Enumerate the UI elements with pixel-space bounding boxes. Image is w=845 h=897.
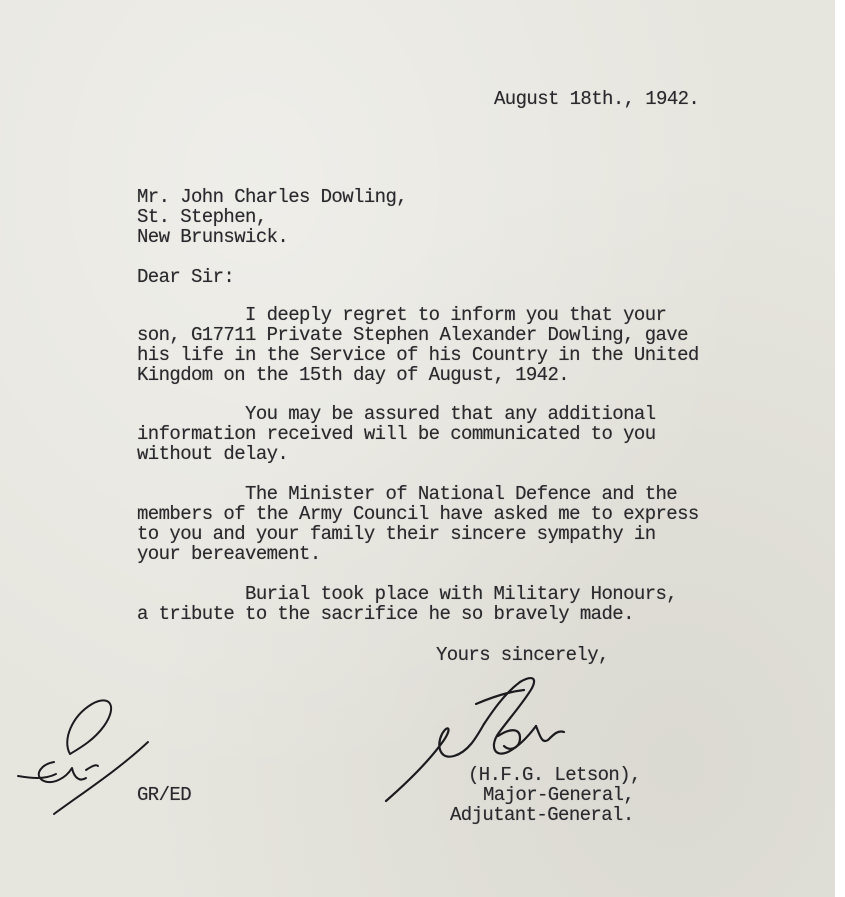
- paragraph-line: Burial took place with Military Honours,: [137, 583, 678, 605]
- recipient-name: Mr. John Charles Dowling,: [137, 186, 408, 208]
- paragraph-1: [137, 305, 699, 385]
- paragraph-line: Kingdom on the 15th day of August, 1942.: [137, 364, 570, 386]
- reference-code: GR/ED: [137, 784, 192, 806]
- paragraph-line: The Minister of National Defence and the: [137, 483, 678, 505]
- scan-border: [835, 0, 845, 897]
- letter-date: August 18th., 1942.: [494, 88, 700, 110]
- paragraph-line: son, G17711 Private Stephen Alexander Dowling, gave: [137, 324, 688, 346]
- paragraph-2: [137, 404, 656, 464]
- initials-mark: [14, 692, 154, 818]
- paragraph-3: [137, 484, 699, 564]
- paragraph-line: a tribute to the sacrifice he so bravely made.: [137, 603, 634, 625]
- paragraph-line: I deeply regret to inform you that your: [137, 304, 667, 326]
- recipient-province: New Brunswick.: [137, 226, 289, 248]
- paragraph-line: his life in the Service of his Country in the United: [137, 344, 699, 366]
- recipient-town: St. Stephen,: [137, 206, 267, 228]
- signatory-block: [468, 765, 641, 785]
- signatory-name: (H.F.G. Letson),: [468, 764, 641, 786]
- paragraph-4: [137, 584, 677, 624]
- recipient-address: [137, 187, 407, 247]
- paragraph-line: to you and your family their sincere sympathy in: [137, 523, 656, 545]
- signatory-rank: Major-General,: [483, 784, 635, 806]
- paragraph-line: your bereavement.: [137, 543, 321, 565]
- salutation: Dear Sir:: [137, 266, 235, 288]
- closing: Yours sincerely,: [436, 644, 609, 666]
- paragraph-line: members of the Army Council have asked me to express: [137, 503, 699, 525]
- paragraph-line: without delay.: [137, 443, 289, 465]
- paragraph-line: information received will be communicated to you: [137, 423, 656, 445]
- signatory-title: Adjutant-General.: [450, 804, 634, 826]
- paragraph-line: You may be assured that any additional: [137, 403, 656, 425]
